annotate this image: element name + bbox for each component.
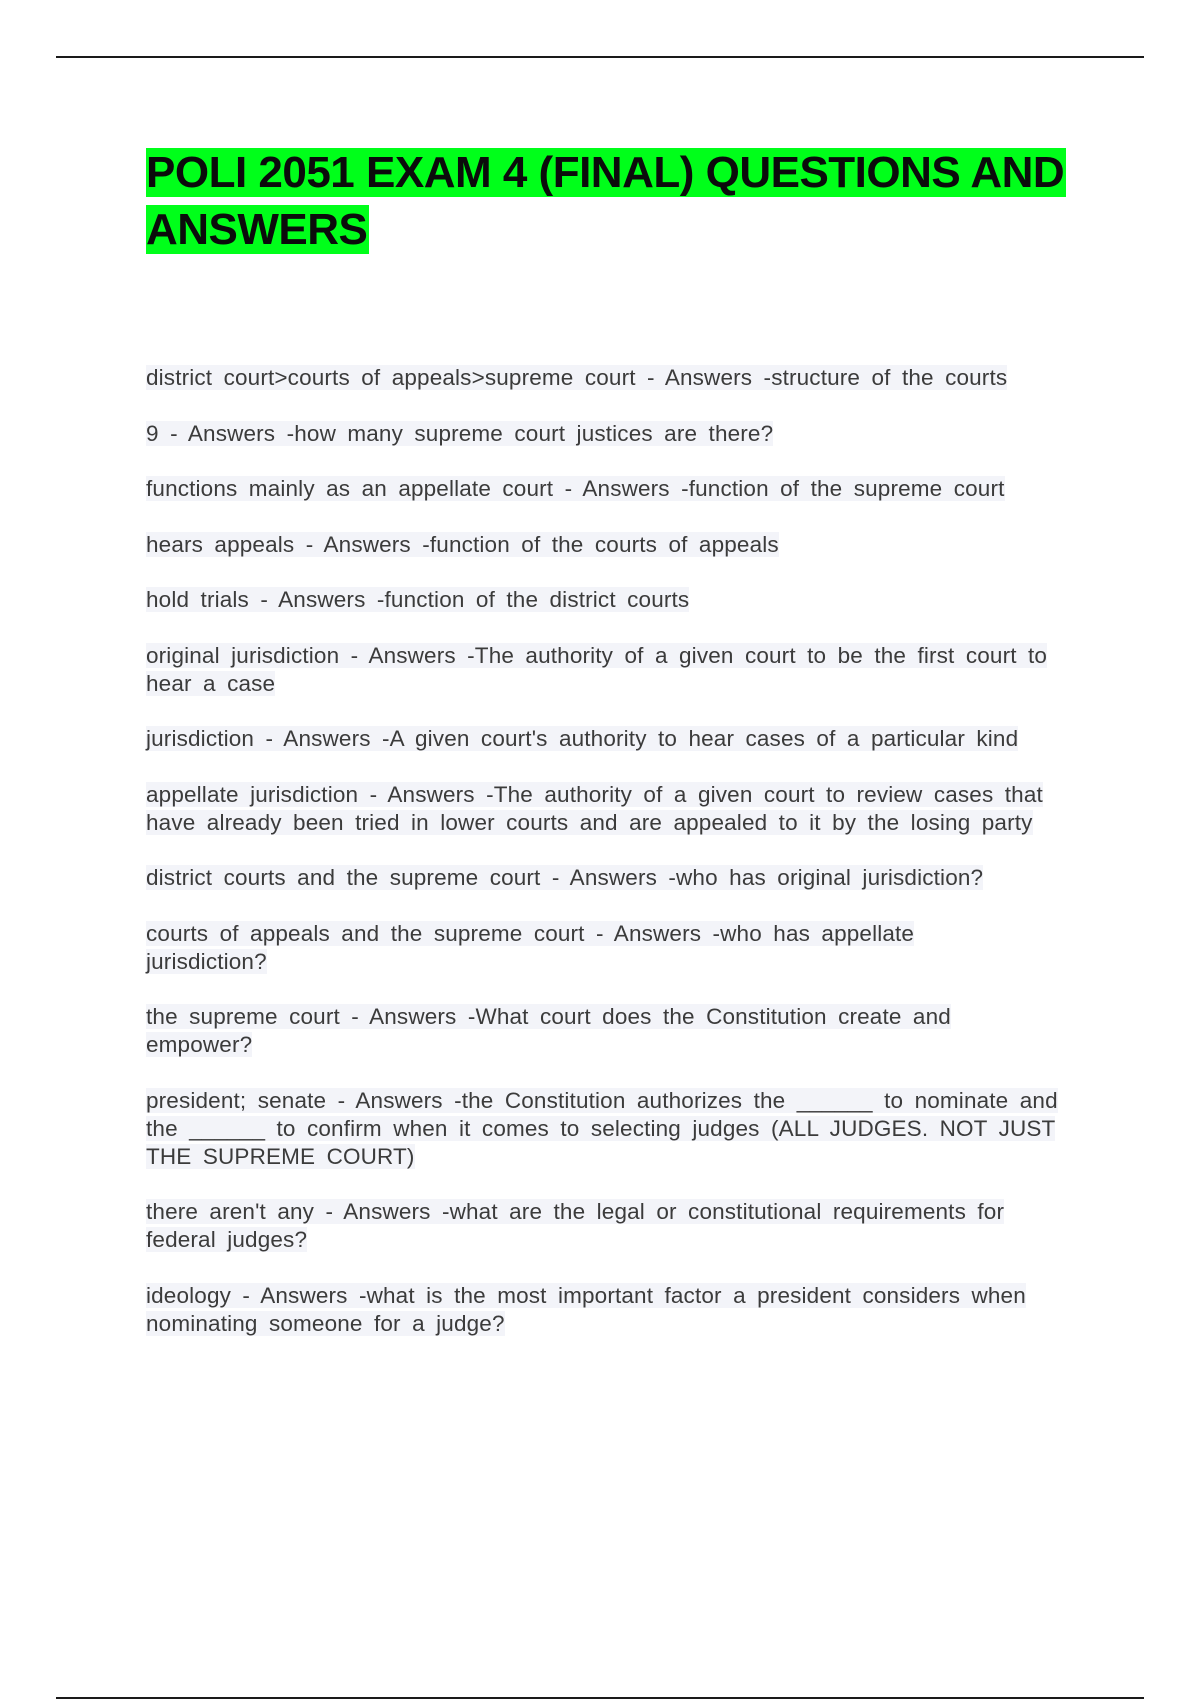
qa-list (146, 364, 1086, 1338)
document-title-text: POLI 2051 EXAM 4 (FINAL) QUESTIONS AND ANSWERS (146, 148, 1065, 254)
qa-item-text: jurisdiction - Answers -A given court's authority to hear cases of a particular kind (146, 726, 1019, 751)
qa-item (146, 1003, 996, 1059)
top-rule (56, 56, 1144, 58)
qa-item-text: district courts and the supreme court - Answers -who has original jurisdiction? (146, 865, 984, 890)
qa-item (146, 364, 1086, 392)
qa-item-text: appellate jurisdiction - Answers -The authority of a given court to review cases that have already been tried in lower courts and are appealed to it by the losing party (146, 782, 1043, 835)
qa-item (146, 1087, 1096, 1171)
qa-item (146, 642, 1066, 698)
qa-item-text: the supreme court - Answers -What court does the Constitution create and empower? (146, 1004, 951, 1057)
qa-item (146, 420, 1086, 448)
qa-item (146, 920, 986, 976)
qa-item-text: hold trials - Answers -function of the district courts (146, 587, 690, 612)
qa-item-text: there aren't any - Answers -what are the legal or constitutional requirements for federal judges? (146, 1199, 1005, 1252)
bottom-rule (56, 1697, 1144, 1699)
title-block (146, 144, 1076, 258)
qa-item-text: courts of appeals and the supreme court - Answers -who has appellate jurisdiction? (146, 921, 915, 974)
qa-item-text: 9 - Answers -how many supreme court justices are there? (146, 421, 774, 446)
qa-item-text: functions mainly as an appellate court - Answers -function of the supreme court (146, 476, 1005, 501)
qa-item (146, 475, 1086, 503)
qa-item-text: president; senate - Answers -the Constitution authorizes the ______ to nominate and the ______ to confirm when it comes to selecting judges (ALL JUDGES. NOT JUST THE SUPREME COURT) (146, 1088, 1058, 1169)
qa-item (146, 781, 1091, 837)
qa-item (146, 1198, 1066, 1254)
qa-item-text: district court>courts of appeals>supreme court - Answers -structure of the courts (146, 365, 1008, 390)
qa-item (146, 725, 1086, 753)
qa-item (146, 1282, 1091, 1338)
qa-item (146, 586, 1086, 614)
qa-item (146, 531, 1086, 559)
qa-item-text: ideology - Answers -what is the most important factor a president considers when nominating someone for a judge? (146, 1283, 1026, 1336)
qa-item-text: original jurisdiction - Answers -The authority of a given court to be the first court to hear a case (146, 643, 1048, 696)
qa-item-text: hears appeals - Answers -function of the courts of appeals (146, 532, 779, 557)
qa-item (146, 864, 1086, 892)
document-title (146, 144, 1076, 258)
